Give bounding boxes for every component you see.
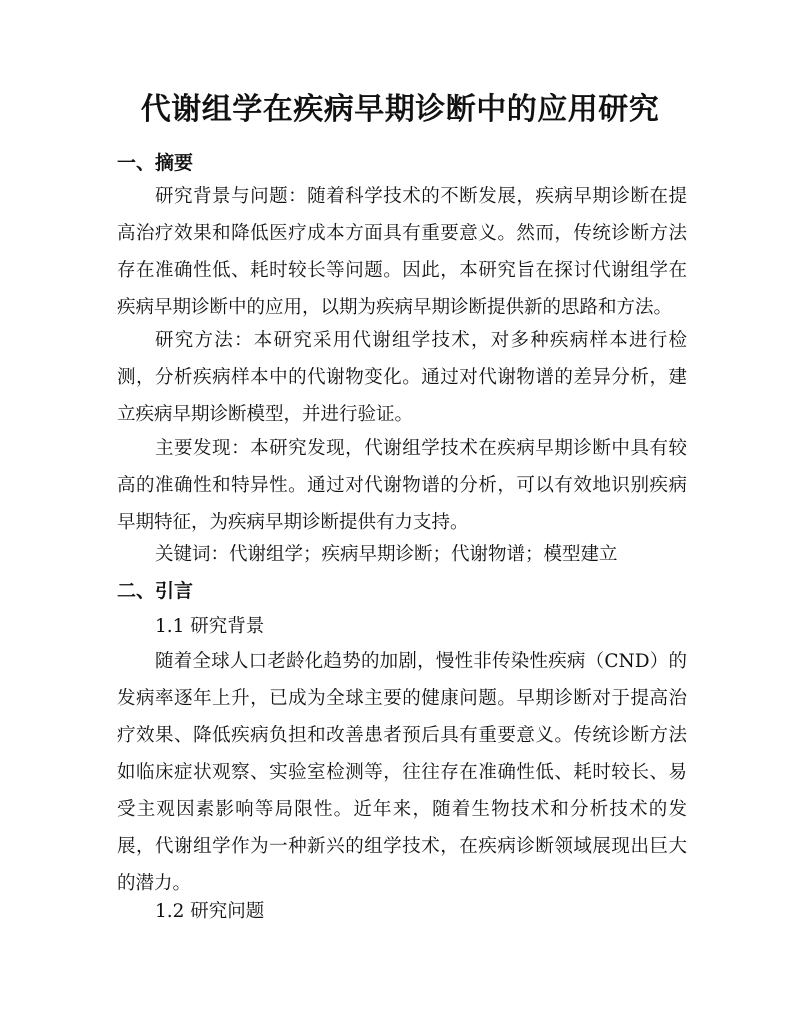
subsection-1-1-heading: 1.1 研究背景	[155, 616, 265, 637]
abstract-methods-paragraph: 研究方法：本研究采用代谢组学技术，对多种疾病样本进行检测，分析疾病样本中的代谢物变化。通过对代谢物谱的差异分析，建立疾病早期诊断模型，并进行验证。	[117, 330, 687, 425]
keywords-line: 关键词：代谢组学；疾病早期诊断；代谢物谱；模型建立	[155, 544, 618, 565]
intro-background-paragraph: 随着全球人口老龄化趋势的加剧，慢性非传染性疾病（CND）的发病率逐年上升，已成为全球主要的健康问题。早期诊断对于提高治疗效果、降低疾病负担和改善患者预后具有重要意义。传统诊断方法如临床症状观察、实验室检测等，往往存在准确性低、耗时较长、易受主观因素影响等局限性。近年来，随着生物技术和分析技术的发展，代谢组学作为一种新兴的组学技术，在疾病诊断领域展现出巨大的潜力。	[117, 651, 687, 894]
subsection-1-2-heading: 1.2 研究问题	[155, 901, 265, 922]
abstract-findings-paragraph: 主要发现：本研究发现，代谢组学技术在疾病早期诊断中具有较高的准确性和特异性。通过对代谢物谱的分析，可以有效地识别疾病早期特征，为疾病早期诊断提供有力支持。	[117, 438, 687, 533]
abstract-background-paragraph: 研究背景与问题：随着科学技术的不断发展，疾病早期诊断在提高治疗效果和降低医疗成本方面具有重要意义。然而，传统诊断方法存在准确性低、耗时较长等问题。因此，本研究旨在探讨代谢组学在疾病早期诊断中的应用，以期为疾病早期诊断提供新的思路和方法。	[117, 186, 687, 318]
intro-heading: 二、引言	[117, 580, 194, 602]
abstract-heading: 一、摘要	[117, 152, 194, 174]
page-title: 代谢组学在疾病早期诊断中的应用研究	[140, 92, 660, 127]
